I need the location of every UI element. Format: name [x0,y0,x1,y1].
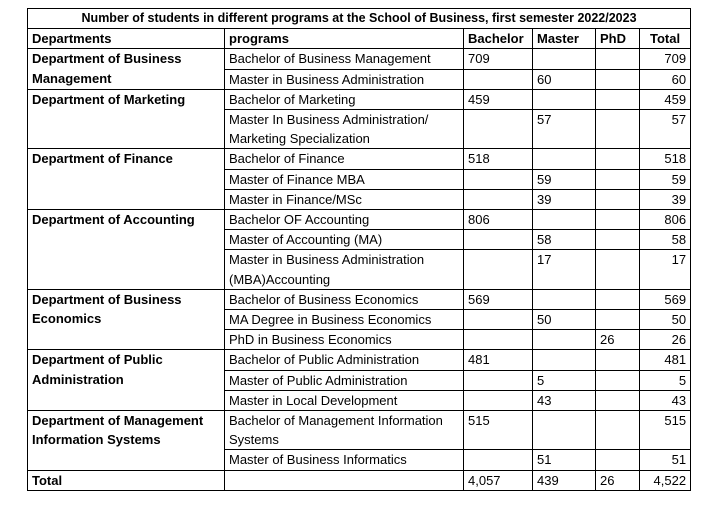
header-master: Master [533,29,596,49]
title-row [28,9,691,29]
program-name: Bachelor OF Accounting [225,210,464,230]
phd-count [596,149,640,169]
department-name: Department of Finance [28,149,225,210]
table-row [28,210,691,230]
program-name: Bachelor of Public Administration [225,350,464,370]
bachelor-count [464,390,533,410]
total-count: 481 [640,350,691,370]
program-name: Master in Business Administration (MBA)Accounting [225,250,464,289]
table-row [28,289,691,309]
master-count: 57 [533,110,596,149]
program-name: Master In Business Administration/ Marketing Specialization [225,110,464,149]
header-phd: PhD [596,29,640,49]
table-row [28,89,691,109]
phd-count [596,169,640,189]
master-count: 17 [533,250,596,289]
bachelor-count [464,69,533,89]
phd-count [596,110,640,149]
master-count [533,49,596,69]
master-count [533,210,596,230]
phd-count [596,289,640,309]
total-count: 5 [640,370,691,390]
total-bachelor: 4,057 [464,470,533,490]
bachelor-count: 459 [464,89,533,109]
total-count: 57 [640,110,691,149]
master-count [533,89,596,109]
total-phd: 26 [596,470,640,490]
bachelor-count [464,110,533,149]
total-program-empty [225,470,464,490]
total-count: 58 [640,230,691,250]
program-name: Master in Finance/MSc [225,189,464,209]
table-row [28,49,691,69]
master-count: 60 [533,69,596,89]
total-count: 51 [640,450,691,470]
master-count: 50 [533,310,596,330]
department-name: Department of Public Administration [28,350,225,411]
phd-count [596,49,640,69]
total-count: 515 [640,411,691,450]
master-count: 39 [533,189,596,209]
total-count: 709 [640,49,691,69]
program-name: PhD in Business Economics [225,330,464,350]
phd-count [596,390,640,410]
phd-count [596,189,640,209]
table-body [28,49,691,490]
phd-count [596,411,640,450]
program-name: Bachelor of Marketing [225,89,464,109]
phd-count [596,89,640,109]
program-name: Bachelor of Management Information Systems [225,411,464,450]
bachelor-count [464,330,533,350]
master-count [533,350,596,370]
bachelor-count [464,450,533,470]
master-count: 59 [533,169,596,189]
total-count: 17 [640,250,691,289]
phd-count [596,310,640,330]
department-name: Department of Marketing [28,89,225,149]
master-count [533,149,596,169]
phd-count [596,350,640,370]
table-row [28,411,691,450]
department-name: Department of Business Management [28,49,225,89]
master-count [533,330,596,350]
program-name: Master in Business Administration [225,69,464,89]
program-name: Bachelor of Business Management [225,49,464,69]
total-count: 806 [640,210,691,230]
program-name: Master of Finance MBA [225,169,464,189]
total-count: 569 [640,289,691,309]
total-label: Total [28,470,225,490]
phd-count [596,210,640,230]
program-name: MA Degree in Business Economics [225,310,464,330]
header-total: Total [640,29,691,49]
total-count: 39 [640,189,691,209]
header-programs: programs [225,29,464,49]
bachelor-count: 518 [464,149,533,169]
phd-count [596,370,640,390]
total-total: 4,522 [640,470,691,490]
master-count: 5 [533,370,596,390]
header-row [28,29,691,49]
program-name: Bachelor of Business Economics [225,289,464,309]
total-count: 26 [640,330,691,350]
phd-count [596,230,640,250]
students-table-wrapper [27,8,690,491]
total-count: 518 [640,149,691,169]
header-bachelor: Bachelor [464,29,533,49]
department-name: Department of Business Economics [28,289,225,350]
bachelor-count: 569 [464,289,533,309]
total-count: 60 [640,69,691,89]
master-count [533,289,596,309]
bachelor-count [464,250,533,289]
total-row [28,470,691,490]
phd-count [596,450,640,470]
department-name: Department of Accounting [28,210,225,290]
bachelor-count [464,370,533,390]
bachelor-count [464,189,533,209]
bachelor-count: 806 [464,210,533,230]
phd-count [596,69,640,89]
master-count: 51 [533,450,596,470]
program-name: Master of Business Informatics [225,450,464,470]
program-name: Master in Local Development [225,390,464,410]
total-count: 50 [640,310,691,330]
header-departments: Departments [28,29,225,49]
master-count: 43 [533,390,596,410]
program-name: Bachelor of Finance [225,149,464,169]
program-name: Master of Public Administration [225,370,464,390]
students-table [27,8,691,491]
bachelor-count [464,310,533,330]
program-name: Master of Accounting (MA) [225,230,464,250]
master-count: 58 [533,230,596,250]
bachelor-count [464,230,533,250]
total-master: 439 [533,470,596,490]
total-count: 43 [640,390,691,410]
phd-count [596,250,640,289]
table-row [28,350,691,370]
total-count: 459 [640,89,691,109]
master-count [533,411,596,450]
total-count: 59 [640,169,691,189]
department-name: Department of Management Information Systems [28,411,225,471]
bachelor-count: 481 [464,350,533,370]
table-title: Number of students in different programs at the School of Business, first semester 2022/2023 [28,9,691,29]
bachelor-count: 709 [464,49,533,69]
table-row [28,149,691,169]
bachelor-count: 515 [464,411,533,450]
bachelor-count [464,169,533,189]
phd-count: 26 [596,330,640,350]
